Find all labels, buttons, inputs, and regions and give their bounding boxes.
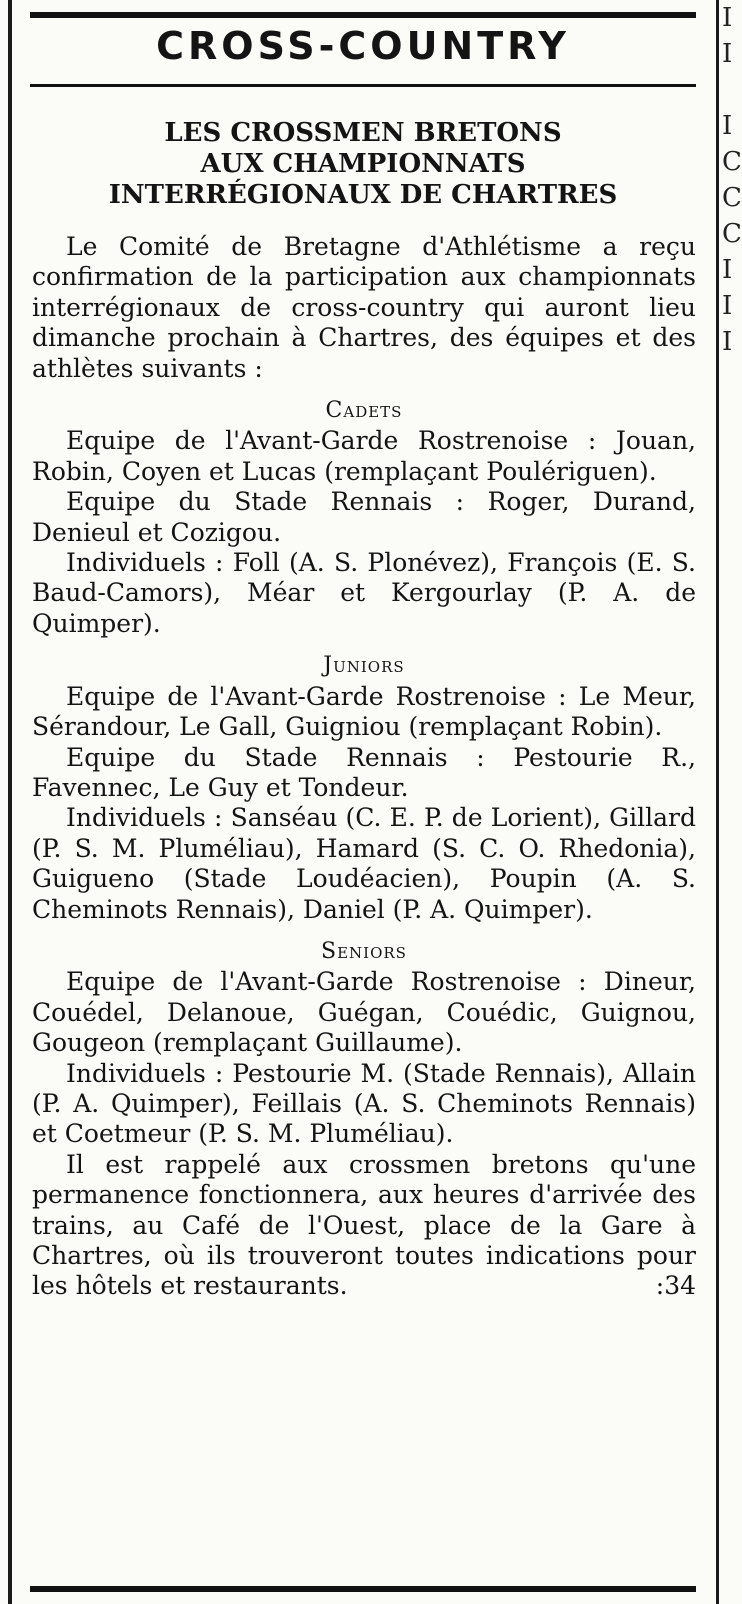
juniors-paragraph-3: Individuels : Sanséau (C. E. P. de Lorient), Gillard (P. S. M. Pluméliau), Hamard (S. C. O. Rhedonia), Guigueno (Stade Loudéacien), Poupin (A. S. Cheminots Rennais), Daniel (P. A. Quimper). bbox=[32, 803, 696, 924]
category-heading-juniors: Juniors bbox=[323, 653, 405, 679]
reference-code: :34 bbox=[655, 1271, 696, 1301]
article-headline bbox=[30, 118, 696, 211]
section-title: CROSS-COUNTRY bbox=[156, 24, 570, 68]
seniors-paragraph-1: Equipe de l'Avant-Garde Rostrenoise : Dineur, Couédel, Delanoue, Guégan, Couédic, Guignou, Gougeon (remplaçant Guillaume). bbox=[32, 967, 696, 1058]
headline-line-3: INTERRÉGIONAUX DE CHARTRES bbox=[108, 180, 618, 210]
headline-line-1: LES CROSSMEN BRETONS bbox=[164, 118, 562, 148]
closing-text: Il est rappelé aux crossmen bretons qu'une permanence fonctionnera, aux heures d'arrivée des trains, au Café de l'Ouest, place de la Gare à Chartres, où ils trouveront toutes indications pour les hôtels et restaurants. bbox=[32, 1149, 696, 1301]
category-heading-cadets: Cadets bbox=[325, 398, 403, 424]
bottom-rule bbox=[30, 1586, 696, 1592]
adjacent-column-fragment: I I I C C C I I I bbox=[722, 3, 742, 357]
cadets-paragraph-3: Individuels : Foll (A. S. Plonévez), François (E. S. Baud-Camors), Méar et Kergourlay (P. A. de Quimper). bbox=[32, 548, 696, 638]
cadets-paragraph-2: Equipe du Stade Rennais : Roger, Durand, Denieul et Cozigou. bbox=[32, 487, 696, 547]
column-divider bbox=[716, 0, 719, 1604]
title-rule bbox=[30, 84, 696, 87]
intro-paragraph: Le Comité de Bretagne d'Athlétisme a reçu confirmation de la participation aux championnats interrégionaux de cross-country qui auront lieu dimanche prochain à Chartres, des équipes et des athlètes suivants : bbox=[32, 232, 696, 383]
juniors-paragraph-1: Equipe de l'Avant-Garde Rostrenoise : Le Meur, Sérandour, Le Gall, Guigniou (remplaçant Robin). bbox=[32, 681, 696, 742]
category-heading-seniors: Seniors bbox=[321, 938, 407, 964]
cadets-paragraph-1: Equipe de l'Avant-Garde Rostrenoise : Jouan, Robin, Coyen et Lucas (remplaçant Poulériguen). bbox=[32, 426, 696, 486]
top-rule bbox=[30, 12, 696, 18]
juniors-paragraph-2: Equipe du Stade Rennais : Pestourie R., Favennec, Le Guy et Tondeur. bbox=[32, 742, 696, 802]
seniors-paragraph-2: Individuels : Pestourie M. (Stade Rennais), Allain (P. A. Quimper), Feillais (A. S. Cheminots Rennais) et Coetmeur (P. S. M. Pluméliau). bbox=[32, 1058, 696, 1149]
column-border-left bbox=[8, 0, 12, 1604]
closing-paragraph bbox=[32, 1150, 696, 1302]
headline-line-2: AUX CHAMPIONNATS bbox=[200, 149, 526, 179]
article-body bbox=[32, 232, 696, 1302]
